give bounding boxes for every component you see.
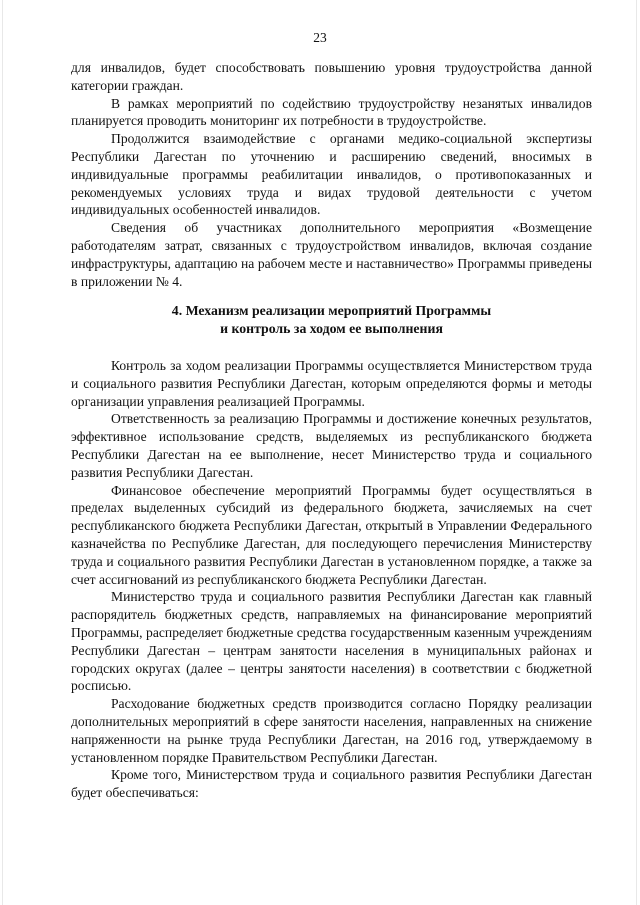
paragraph: Сведения об участниках дополнительного мероприятия «Возмещение работодателям затрат, связанных с трудоустройством инвалидов, включая создание инфраструктуры, адаптацию на рабочем месте и наставничество» Программы приведены в приложении № 4.	[71, 220, 592, 289]
paragraph: В рамках мероприятий по содействию трудоустройству незанятых инвалидов планируется проводить мониторинг их потребности в трудоустройстве.	[71, 95, 592, 129]
section-heading	[71, 302, 592, 338]
paragraph-continuation: для инвалидов, будет способствовать повышению уровня трудоустройства данной категории граждан.	[71, 60, 592, 93]
paragraph: Расходование бюджетных средств производится согласно Порядку реализации дополнительных мероприятий в сфере занятости населения, направленных на снижение напряженности на рынке труда Республики Дагестан, на 2016 год, утверждаемому в установленном порядке Правительством Республики Дагестан.	[71, 696, 592, 765]
section-heading-line-2: и контроль за ходом ее выполнения	[220, 321, 443, 336]
paragraph: Продолжится взаимодействие с органами медико-социальной экспертизы Республики Дагестан по уточнению и расширению сведений, вносимых в индивидуальные программы реабилитации инвалидов, о противопоказанных и рекомендуемых условиях труда и видах трудовой деятельности с учетом индивидуальных особенностей инвалидов.	[71, 131, 592, 218]
section-heading-line-1: 4. Механизм реализации мероприятий Программы	[171, 303, 492, 318]
body-text-bottom	[71, 357, 592, 802]
paragraph: Финансовое обеспечение мероприятий Программы будет осуществляться в пределах выделенных субсидий из федерального бюджета, зачисляемых на счет республиканского бюджета Республики Дагестан, открытый в Управлении Федерального казначейства по Республике Дагестан, для последующего перечисления Министерству труда и социального развития Республики Дагестан в установленном порядке, а также за счет ассигнований из республиканского бюджета Республики Дагестан.	[71, 482, 592, 587]
left-scan-edge	[2, 0, 3, 905]
paragraph: Кроме того, Министерством труда и социального развития Республики Дагестан будет обеспечиваться:	[71, 767, 592, 801]
page-number: 23	[313, 30, 327, 45]
body-text-top	[71, 59, 592, 290]
paragraph: Контроль за ходом реализации Программы осуществляется Министерством труда и социального развития Республики Дагестан, которым определяются формы и методы организации управления реализацией Программы.	[71, 358, 592, 409]
paragraph: Ответственность за реализацию Программы и достижение конечных результатов, эффективное использование средств, выделяемых из республиканского бюджета Республики Дагестан на ее выполнение, несет Министерство труда и социального развития Республики Дагестан.	[71, 411, 592, 480]
right-scan-edge	[636, 0, 637, 905]
paragraph: Министерство труда и социального развития Республики Дагестан как главный распорядитель бюджетных средств, направляемых на финансирование мероприятий Программы, распределяет бюджетные средства государственным казенным учреждениям Республики Дагестан – центрам занятости населения в муниципальных районах и городских округах (далее – центры занятости населения) в соответствии с бюджетной росписью.	[71, 589, 592, 694]
